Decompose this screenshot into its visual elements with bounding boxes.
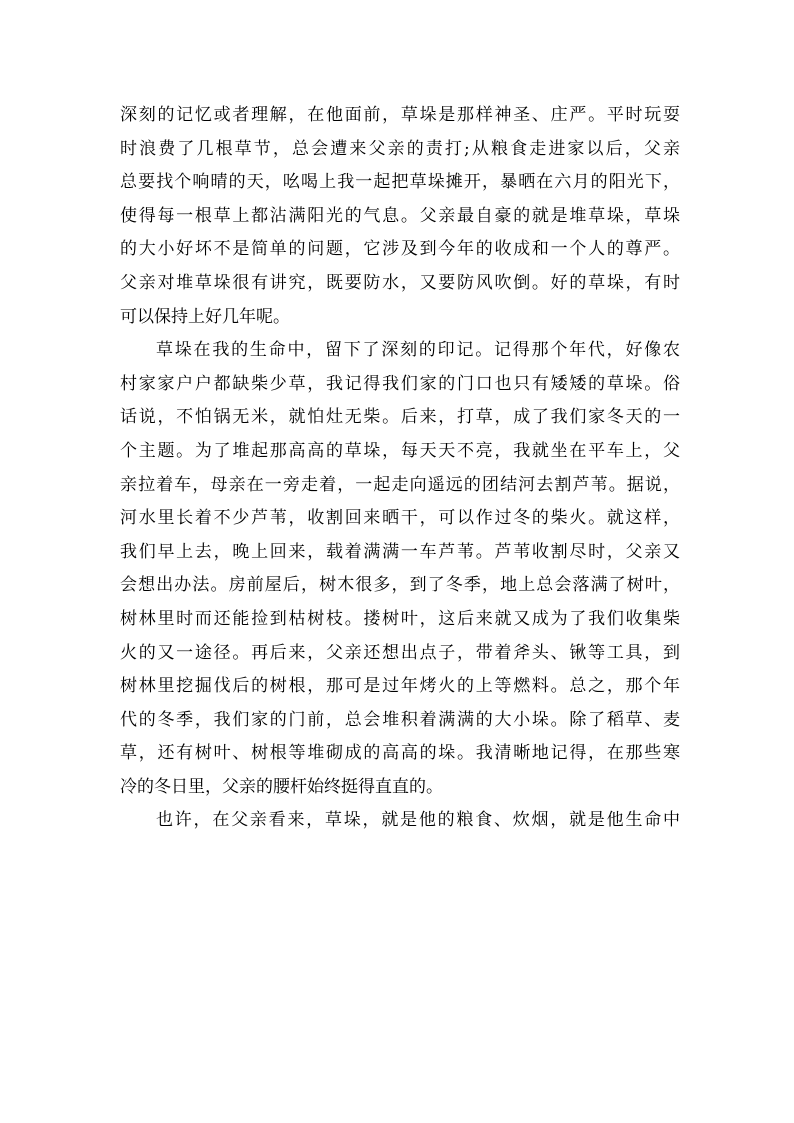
text-line: 树林里时而还能捡到枯树枝。搂树叶，这后来就又成为了我们收集柴 (120, 608, 680, 629)
text-line: 个主题。为了堆起那高高的草垛，每天天不亮，我就坐在平车上，父 (120, 440, 680, 461)
text-line: 我们早上去，晚上回来，载着满满一车芦苇。芦苇收割尽时，父亲又 (120, 541, 680, 562)
text-line: 亲拉着车，母亲在一旁走着，一起走向遥远的团结河去割芦苇。据说， (120, 474, 680, 495)
text-line: 可以保持上好几年呢。 (120, 306, 290, 327)
text-line: 河水里长着不少芦苇，收割回来晒干，可以作过冬的柴火。就这样， (120, 508, 680, 529)
text-line: 的大小好坏不是简单的问题，它涉及到今年的收成和一个人的尊严。 (120, 239, 680, 260)
text-line: 草垛在我的生命中，留下了深刻的印记。记得那个年代，好像农 (156, 340, 680, 361)
text-line: 深刻的记忆或者理解，在他面前，草垛是那样神圣、庄严。平时玩耍 (120, 105, 680, 125)
text-line: 树林里挖掘伐后的树根，那可是过年烤火的上等燃料。总之，那个年 (120, 676, 680, 697)
text-line: 话说，不怕锅无米，就怕灶无柴。后来，打草，成了我们家冬天的一 (120, 407, 680, 428)
text-line: 会想出办法。房前屋后，树木很多，到了冬季，地上总会落满了树叶， (120, 575, 680, 596)
text-line: 总要找个响晴的天，吆喝上我一起把草垛摊开，暴晒在六月的阳光下， (120, 172, 680, 193)
text-line: 时浪费了几根草节，总会遭来父亲的责打;从粮食走进家以后，父亲 (120, 138, 680, 159)
text-line: 父亲对堆草垛很有讲究，既要防水，又要防风吹倒。好的草垛，有时 (120, 272, 680, 293)
text-line: 草，还有树叶、树根等堆砌成的高高的垛。我清晰地记得，在那些寒 (120, 743, 680, 764)
text-line: 使得每一根草上都沾满阳光的气息。父亲最自豪的就是堆草垛，草垛 (120, 205, 680, 226)
text-line: 火的又一途径。再后来，父亲还想出点子，带着斧头、锹等工具，到 (120, 642, 680, 663)
text-line: 冷的冬日里，父亲的腰杆始终挺得直直的。 (120, 776, 443, 797)
text-line: 村家家户户都缺柴少草，我记得我们家的门口也只有矮矮的草垛。俗 (120, 373, 680, 394)
text-line: 代的冬季，我们家的门前，总会堆积着满满的大小垛。除了稻草、麦 (120, 709, 680, 730)
text-line: 也许，在父亲看来，草垛，就是他的粮食、炊烟，就是他生命中 (156, 810, 680, 831)
body-text (120, 99, 680, 838)
